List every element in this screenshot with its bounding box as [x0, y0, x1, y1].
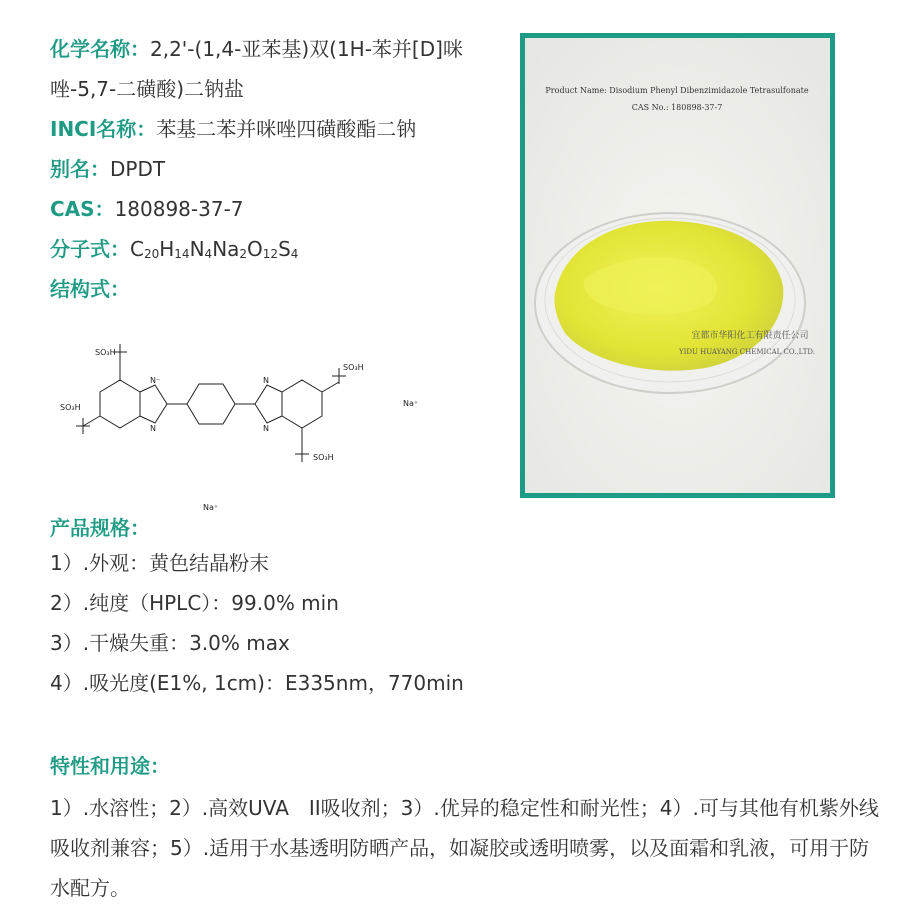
alias-label: 别名：: [50, 157, 110, 181]
formula-label: 分子式：: [50, 237, 130, 261]
cas-value: 180898-37-7: [114, 197, 244, 221]
so3h-label-4: SO₃H: [313, 453, 334, 462]
structure-svg: [55, 330, 485, 520]
formula-el-n: N: [189, 237, 205, 261]
info-row-chemical-name-cont: [50, 69, 244, 109]
right-imidazole-lower: [255, 404, 282, 423]
formula-value: [130, 237, 298, 261]
left-benzene-ring: [100, 380, 140, 428]
features-title: 特性和用途：: [50, 754, 170, 778]
features-text: 1）.水溶性；2）.高效UVA II吸收剂；3）.优异的稳定性和耐光性；4）.可与其他有机紫外线吸收剂兼容；5）.适用于水基透明防晒产品，如凝胶或透明喷雾，以及面霜和乳液，可用于防水配方。: [50, 796, 879, 900]
formula-el-o: O: [247, 237, 263, 261]
spec-item-absorbance: 4）.吸光度(E1%, 1cm)：E335nm，770min: [50, 671, 464, 695]
formula-sub-na: 2: [239, 247, 248, 261]
right-imidazole-upper: [255, 385, 282, 404]
so3h-label-1: SO₃H: [95, 348, 116, 357]
n-minus-label: N⁻: [150, 376, 161, 385]
spec-item-loss-on-drying: 3）.干燥失重：3.0% max: [50, 631, 290, 655]
photo-company-en: YIDU HUAYANG CHEMICAL CO.,LTD.: [678, 348, 816, 356]
info-row-cas: [50, 189, 244, 229]
so3h-label-3: SO₃H: [343, 363, 364, 372]
structure-label: 结构式：: [50, 277, 130, 301]
spec-item-purity: 2）.纯度（HPLC）：99.0% min: [50, 591, 339, 615]
spec-item-appearance: 1）.外观：黄色结晶粉末: [50, 551, 270, 575]
info-row-alias: [50, 149, 165, 189]
photo-company-cn: 宜都市华阳化工有限责任公司: [691, 331, 809, 341]
info-row-structure: [50, 269, 130, 309]
sodium-ion-2: Na⁺: [203, 503, 219, 512]
structure-diagram: [55, 330, 485, 520]
left-imidazole-ring: [140, 385, 167, 423]
n-label-left: N: [150, 424, 156, 433]
chemical-name-label: 化学名称：: [50, 37, 150, 61]
photo-product-name: Product Name: Disodium Phenyl Dibenzimidazole Tetrasulfonate: [545, 86, 809, 95]
product-photo: [520, 33, 835, 498]
alias-value: DPDT: [110, 157, 166, 181]
formula-el-h: H: [159, 237, 175, 261]
n-label-right-top: N: [263, 376, 269, 385]
formula-el-na: Na: [212, 237, 240, 261]
formula-sub-n: 4: [204, 247, 213, 261]
right-benzene-ring: [282, 380, 322, 428]
info-row-inci: [50, 109, 416, 149]
photo-cas: CAS No.: 180898-37-7: [631, 103, 723, 112]
specs-title: 产品规格：: [50, 516, 150, 540]
inci-value: 苯基二苯并咪唑四磺酸酯二钠: [156, 117, 417, 141]
formula-el-c: C: [130, 237, 144, 261]
sodium-ion-1: Na⁺: [403, 399, 419, 408]
formula-sub-c: 20: [143, 247, 160, 261]
center-benzene-ring: [187, 384, 235, 424]
formula-sub-s: 4: [290, 247, 299, 261]
formula-el-s: S: [278, 237, 291, 261]
inci-label: INCI名称：: [50, 117, 157, 141]
info-row-chemical-name: [50, 29, 463, 69]
cas-label: CAS：: [50, 197, 115, 221]
product-photo-svg: [525, 38, 830, 493]
info-row-formula: [50, 229, 298, 274]
n-label-right-bottom: N: [263, 424, 269, 433]
formula-sub-o: 12: [262, 247, 279, 261]
formula-sub-h: 14: [174, 247, 190, 261]
chemical-name-value-cont: 唑-5,7-二磺酸)二钠盐: [50, 77, 245, 101]
chemical-name-value: 2,2'-(1,4-亚苯基)双(1H-苯并[D]咪: [150, 37, 463, 61]
so3h-label-2: SO₃H: [60, 403, 81, 412]
